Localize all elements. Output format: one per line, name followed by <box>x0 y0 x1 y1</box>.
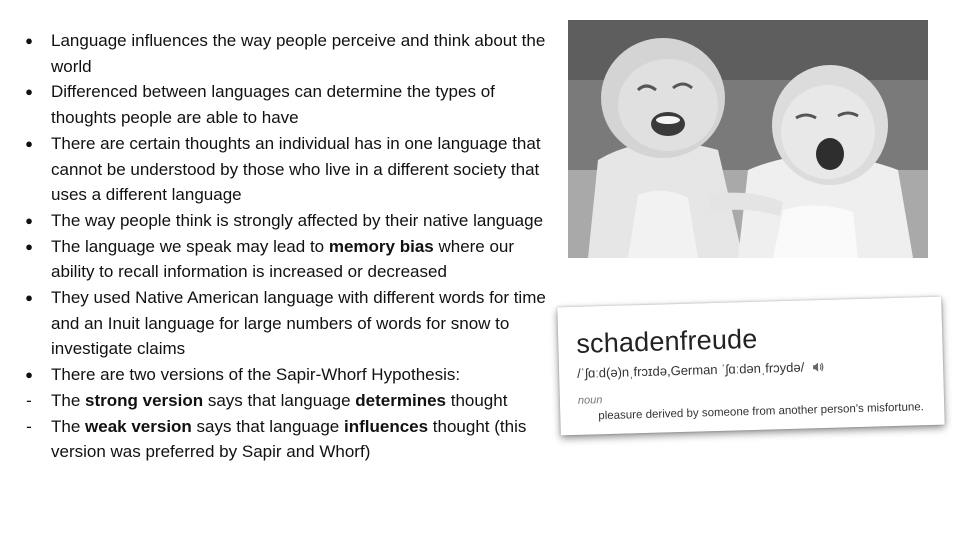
bullet-item <box>18 388 558 414</box>
bullet-dot: ● <box>25 290 33 306</box>
dictionary-word: schadenfreude <box>575 323 758 359</box>
bullet-text: There are two versions of the Sapir-Whorf Hypothesis: <box>51 365 461 385</box>
bullet-dot: ● <box>25 135 33 151</box>
bullet-item <box>18 28 558 79</box>
bullet-item <box>18 362 558 388</box>
bullet-item <box>18 131 558 208</box>
bullet-bold-text: weak version <box>85 416 192 436</box>
bullet-text: thought <box>446 390 508 410</box>
dictionary-pronunciation <box>577 359 824 383</box>
bullet-item <box>18 208 558 234</box>
bullet-text: They used Native American language with different words for time and an Inuit language for large numbers of words for snow to investigate claims <box>51 288 546 359</box>
babies-photo-illustration <box>568 20 928 258</box>
bullet-dot: ● <box>25 84 33 100</box>
bullet-dot: ● <box>25 238 33 254</box>
bullet-item <box>18 79 558 130</box>
bullet-item <box>18 285 558 362</box>
speaker-icon[interactable] <box>812 361 824 376</box>
babies-photo <box>568 20 928 258</box>
bullet-text: The language we speak may lead to <box>51 236 329 256</box>
pronunciation-text: /ˈʃɑːd(ə)nˌfrɔɪdə,German ˈʃɑːdənˌfrɔydə/ <box>576 359 805 381</box>
bullet-text: thought (this version was preferred by Sapir and Whorf) <box>51 416 527 462</box>
bullet-bold-text: memory bias <box>328 236 434 256</box>
bullet-text: The <box>51 416 86 436</box>
bullet-bold-text: influences <box>343 416 429 436</box>
bullet-text: There are certain thoughts an individual has in one language that cannot be understood by those who live in a different society that uses a different language <box>51 133 541 205</box>
bullet-dot: ● <box>25 212 33 228</box>
bullet-dash: - <box>26 416 32 436</box>
bullet-text: says that language <box>203 390 356 410</box>
bullet-list <box>18 28 558 465</box>
bullet-dot: ● <box>25 367 33 383</box>
bullet-text: Language influences the way people perceive and think about the world <box>51 31 546 76</box>
bullet-text: The <box>51 390 86 410</box>
bullet-bold-text: strong version <box>85 390 204 410</box>
bullet-text: The way people think is strongly affected by their native language <box>51 210 544 230</box>
bullet-text: where our ability to recall information is increased or decreased <box>51 236 515 282</box>
bullet-text: Differenced between languages can determine the types of thoughts people are able to have <box>51 82 495 128</box>
dictionary-card <box>557 297 944 436</box>
bullet-dot: ● <box>25 33 33 48</box>
dictionary-definition: pleasure derived by someone from another person's misfortune. <box>598 401 925 423</box>
bullet-item <box>18 234 558 285</box>
bullet-dash: - <box>26 390 32 410</box>
bullet-item <box>18 414 558 465</box>
bullet-text: says that language <box>191 416 344 436</box>
bullet-bold-text: determines <box>355 390 446 410</box>
part-of-speech: noun <box>577 394 603 407</box>
